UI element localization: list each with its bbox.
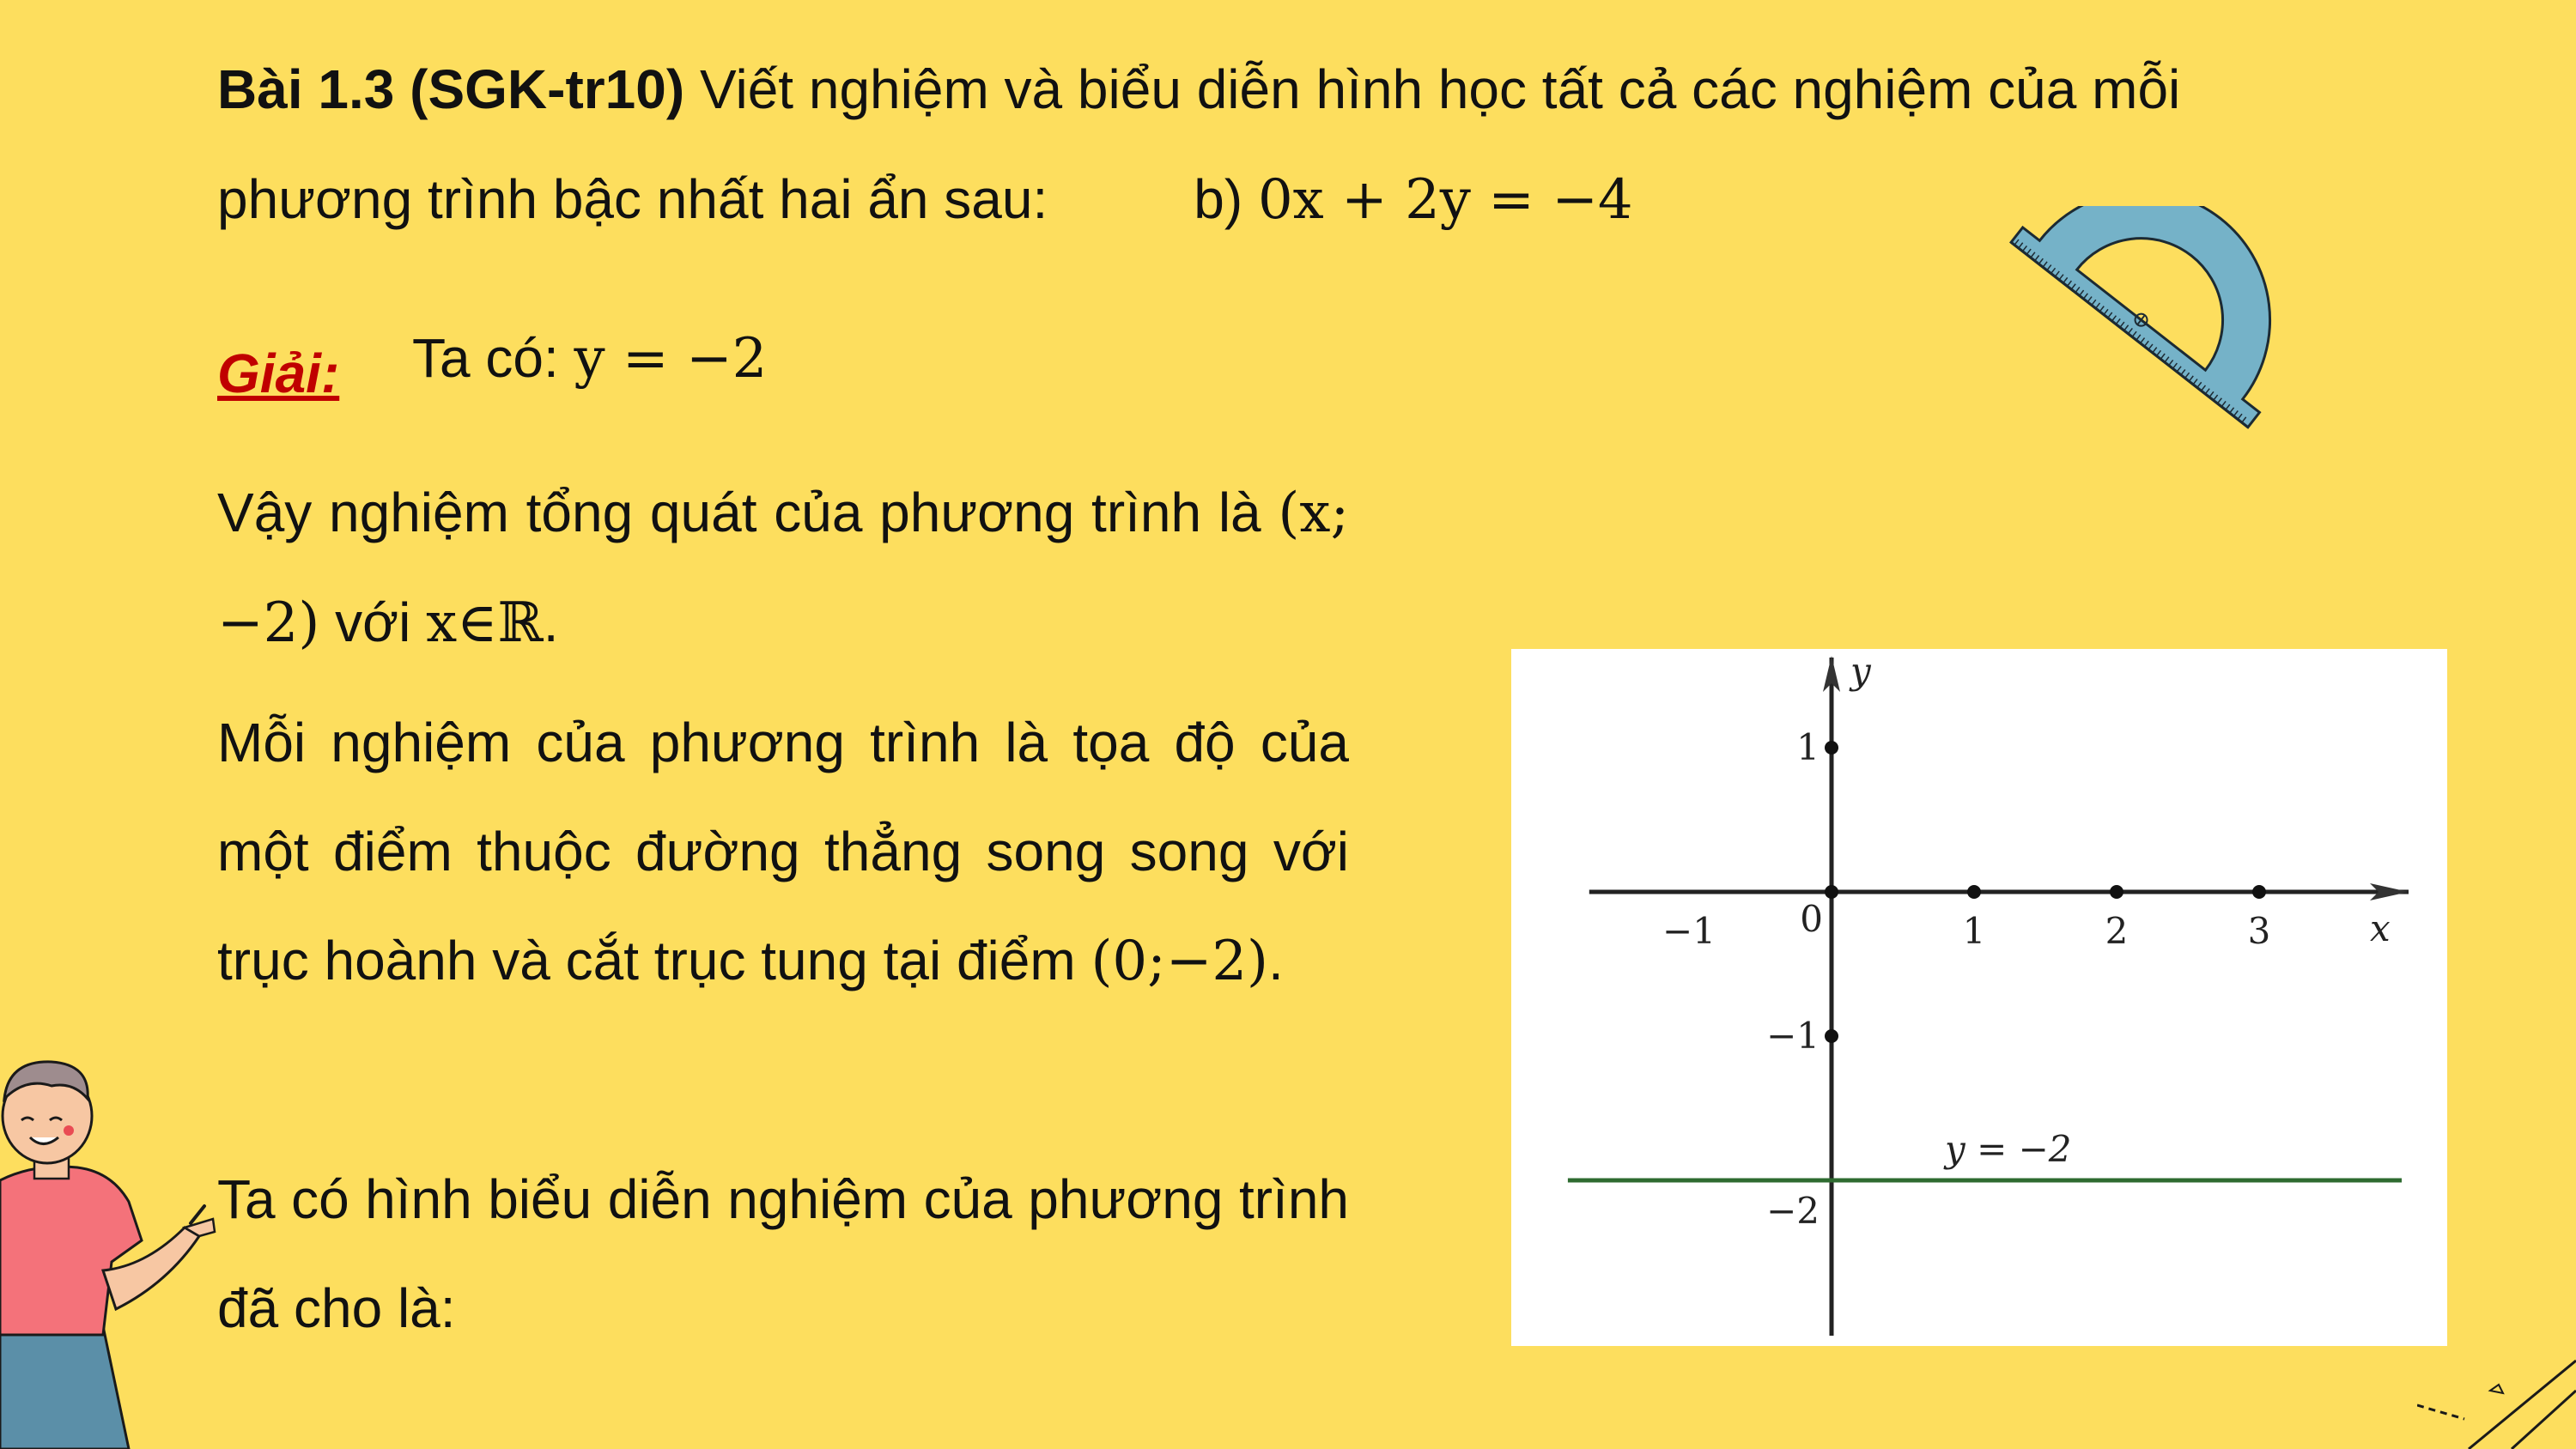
figure-intro-paragraph: Ta có hình biểu diễn nghiệm của phương trình đã cho là:: [217, 1168, 1349, 1339]
problem-text-line-1: Viết nghiệm và biểu diễn hình học tất cả các nghiệm của mỗi: [684, 58, 2181, 120]
y-tick-label: −1: [1766, 1015, 1820, 1057]
problem-line-1: [217, 34, 2450, 144]
x-axis-label: x: [2370, 907, 2391, 949]
x-tick-label: 3: [2247, 910, 2271, 952]
coordinate-graph: [1511, 649, 2447, 1346]
solution-label: Giải:: [217, 343, 340, 404]
data-point: [1825, 1029, 1838, 1043]
general-solution-domain: x∈ℝ: [426, 591, 544, 655]
solution-intro: Ta có:: [412, 327, 574, 389]
geometric-meaning-period: .: [1268, 930, 1284, 991]
y-tick-label: −2: [1766, 1190, 1820, 1232]
x-tick-label: 2: [2105, 910, 2129, 952]
x-tick-label: 1: [1962, 910, 1986, 952]
general-solution-text: Vậy nghiệm tổng quát của phương trình là: [217, 482, 1279, 543]
corner-geometry-sketch: [2417, 1352, 2576, 1449]
y-axis-label: y: [1850, 650, 1871, 692]
graph-panel: [1511, 649, 2447, 1346]
general-solution-paragraph: [217, 458, 1349, 678]
line-label: y = −2: [1945, 1128, 2072, 1170]
protractor-ruler-icon: [1949, 206, 2293, 515]
y-tick-label: 1: [1796, 726, 1820, 768]
part-b-label: b): [1194, 168, 1258, 230]
origin-label: 0: [1800, 898, 1823, 940]
solution-result: y = −2: [574, 327, 768, 391]
problem-text-line-2: phương trình bậc nhất hai ẩn sau:: [217, 168, 1048, 230]
intercept-point: (0;−2): [1091, 930, 1268, 993]
problem-equation: 0x + 2y = −4: [1257, 168, 1633, 232]
data-point: [2110, 885, 2123, 899]
data-point: [1967, 885, 1981, 899]
x-tick-label: −1: [1662, 910, 1716, 952]
problem-title: Bài 1.3 (SGK-tr10): [217, 58, 685, 120]
geometric-meaning-text: Mỗi nghiệm của phương trình là tọa độ của một điểm thuộc đường thẳng song song với trục hoành và cắt trục tung tại điểm: [217, 712, 1349, 991]
general-solution-period: .: [543, 591, 559, 653]
solution-intro-line: [412, 326, 767, 391]
general-solution-pair: (x;−2): [217, 482, 1349, 655]
data-point: [1825, 741, 1838, 755]
general-solution-with: với: [319, 591, 427, 653]
data-point: [1825, 885, 1838, 899]
data-point: [2252, 885, 2266, 899]
geometric-meaning-paragraph: [217, 688, 1349, 1016]
student-pointing-illustration: [0, 1052, 249, 1449]
